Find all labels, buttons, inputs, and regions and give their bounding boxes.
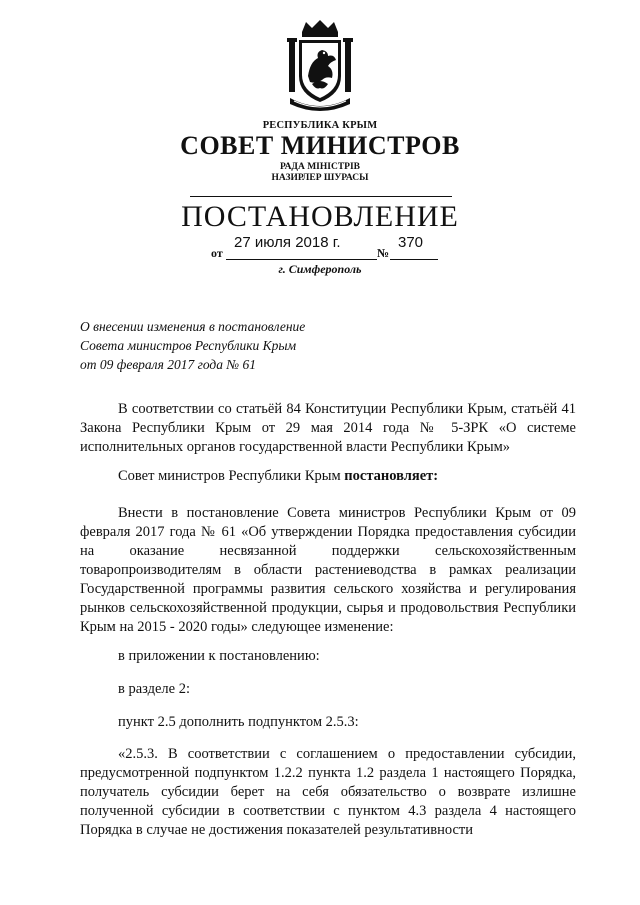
republic-name: РЕСПУБЛИКА КРЫМ: [262, 120, 378, 131]
subject-line-1: О внесении изменения в постановление: [80, 319, 306, 334]
date-number-line: [0, 234, 640, 264]
city: г. Симферополь: [278, 262, 362, 276]
crimea-coat-of-arms-icon: [286, 18, 354, 112]
clause-paragraph: пункт 2.5 дополнить подпунктом 2.5.3:: [118, 714, 359, 730]
document-subject: [80, 317, 400, 374]
council-title: СОВЕТ МИНИСТРОВ: [180, 131, 460, 160]
resolves-text: Совет министров Республики Крым: [118, 468, 345, 484]
subject-line-3: от 09 февраля 2017 года № 61: [80, 357, 256, 372]
date-underline: [226, 259, 377, 260]
amendment-paragraph: Внести в постановление Совета министров Республики Крым от 09 февраля 2017 года № 61 «Об утверждении Порядка предоставления субсидии на оказание несвязанной поддержки сельскохозяйственным товаропроизводителям в области растениеводства в рамках реализации Государственной программы развития сельского хозяйства и регулирования рынков сельскохозяйственной продукции, сырья и продовольствия Республики Крым на 2015 - 2020 годы» следующее изменение:: [80, 505, 576, 635]
section-paragraph: в разделе 2:: [118, 681, 191, 697]
subclause-paragraph: «2.5.3. В соответствии с соглашением о предоставлении субсидии, предусмотренной подпунктом 1.2.2 пункта 1.2 раздела 1 настоящего Порядка, получатель субсидии берет на себя обязательство о возврате излишне полученной субсидии в соответствии с пунктом 4.3 раздела 4 настоящего Порядка в случае не достижения показателей результативности: [80, 746, 576, 838]
council-title-ukrainian: РАДА МІНІСТРІВ: [279, 162, 360, 172]
subject-line-2: Совета министров Республики Крым: [80, 338, 297, 353]
resolution-number: 370: [398, 234, 424, 251]
resolution-date: 27 июля 2018 г.: [234, 234, 341, 251]
document-type: ПОСТАНОВЛЕНИЕ: [181, 200, 459, 233]
header-divider: [190, 196, 452, 197]
date-label: от: [211, 246, 223, 260]
preamble-paragraph: В соответствии со статьёй 84 Конституции Республики Крым, статьёй 41 Закона Республики Крым от 29 мая 2014 года № 5-ЗРК «О системе исполнительных органов государственной власти Республики Крым»: [80, 401, 576, 455]
resolves-keyword: постановляет:: [344, 468, 439, 484]
resolves-paragraph: [80, 467, 576, 486]
number-underline: [390, 259, 438, 260]
annex-paragraph: в приложении к постановлению:: [118, 648, 320, 664]
number-label: №: [377, 246, 390, 260]
council-title-crimean-tatar: НАЗИРЛЕР ШУРАСЫ: [271, 173, 369, 183]
